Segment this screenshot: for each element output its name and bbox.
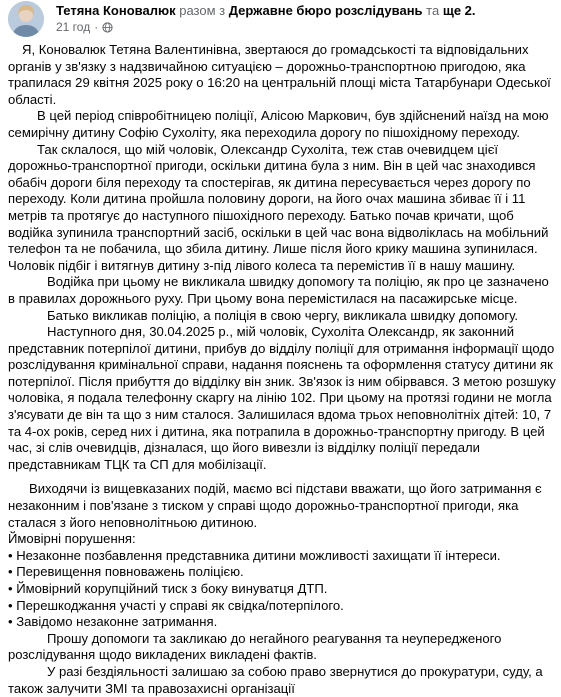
paragraph-2: В цей період співробітницею поліції, Алісою Маркович, був здійснений наїзд на мою семирічну дитину Софію Сухоліту, яка переходила дорогу по пішохідному переходу. (8, 108, 549, 140)
violation-item: • Ймовірний корупційний тиск з боку винуватця ДТП. (8, 581, 328, 596)
tagged-others-link[interactable]: ще 2. (442, 3, 476, 18)
author-name[interactable]: Тетяна Коновалюк (56, 3, 176, 18)
post-header (8, 0, 553, 40)
violation-item: • Перешкоджання участі у справі як свідка/потерпілого. (8, 597, 344, 613)
paragraph-6: Наступного дня, 30.04.2025 р., мій чоловік, Сухоліта Олександр, як законний представник потерпілої дитини, прибув до відділу поліції для отримання інформації щодо розслідування кримінальної справи, надання пояснень та оформлення статусу дитини як потерпілої. Після прибуття до відділку він зник. Зв'язок із ним обірвався. З метою розшуку чоловіка, я подала телефонну скаргу на лінію 102. При цьому на протязі години не могла з'ясувати де він та що з ним сталося. Залишилася вдома трьох неповнолітніх дітей: 10, 7 та 4-ох років, серед них і дитина, яка потрапила в дорожньо-транспортну пригоду. В цей час, зі слів очевидців, дізналася, що його вивезли із відділку поліції передали представникам ТЦК та СП для мобілізації. (8, 324, 556, 472)
tagged-organization[interactable]: Державне бюро розслідувань (228, 3, 423, 18)
author-avatar[interactable] (8, 1, 44, 37)
paragraph-8: Прошу допомоги та закликаю до негайного реагування та неупередженого розслідування щодо викладених викладені фактів. (8, 630, 502, 663)
paragraph-gap (8, 473, 556, 481)
with-text: разом з (179, 3, 226, 18)
paragraph-intro: Я, Коновалюк Тетяна Валентинівна, звертаюся до громадськості та відповідальних органів у зв'язку з надзвичайною ситуацією – дорожньо-транспортною пригодою, яка трапилася 29 квітня 2025 року о 16:20 на центральній площі міста Татарбунари Одеської області. (8, 42, 551, 107)
paragraph-4: Водійка при цьому не викликала швидку допомогу та поліцію, як про це зазначено в правилах дорожнього руху. При цьому вона перемістилася на пасажирське місце. (8, 274, 549, 306)
post-time[interactable]: 21 год (56, 20, 91, 34)
violation-item: • Незаконне позбавлення представника дитини можливості захищати її інтереси. (8, 547, 501, 563)
violation-item: • Перевищення повноважень поліцією. (8, 564, 244, 580)
post-body (8, 42, 556, 697)
and-text: та (426, 3, 440, 18)
paragraph-9: У разі бездіяльності залишаю за собою право звернутися до прокуратури, суду, а також залучити ЗМІ та правозахисні організації (8, 663, 543, 696)
paragraph-5: Батько викликав поліцію, а поліція в свою чергу, викликала швидку допомогу. (47, 307, 519, 323)
violations-title: Ймовірні порушення: (8, 531, 136, 547)
post-meta (56, 20, 113, 35)
avatar-photo-icon (8, 1, 44, 37)
paragraph-7: Виходячи із вищевказаних подій, маємо всі підстави вважати, що його затримання є незаконним і пов'язане з тиском у справі щодо дорожньо-транспортної пригоди, яка сталася з його неповнолітньою дитиною. (8, 481, 542, 530)
paragraph-3: Так склалося, що мій чоловік, Олександр Сухоліта, теж став очевидцем цієї дорожньо-транспортної пригоди, оскільки дитина була з ним. Він в цей час знаходився обабіч дороги біля переходу та спостерігав, як дитина пересувається через дорогу по переходу. Коли дитина пройшла половину дороги, на його очах машина збиває її і 11 метрів та протягує до наступного пішохідного переходу. Батько почав кричати, щоб водійка зупинила транспортний засіб, оскільки в цей час вона відволіклась на мобільний телефон та не побачила, що збила дитину. Лише після його крику машина зупинилася. Чоловік підбіг і витягнув дитину з-під лівого колеса та перемістив її в нашу машину. (8, 141, 549, 273)
separator-dot: · (94, 20, 99, 34)
globe-icon[interactable] (102, 22, 113, 33)
author-line (56, 3, 476, 19)
violation-item: • Завідомо незаконне затримання. (8, 614, 218, 630)
